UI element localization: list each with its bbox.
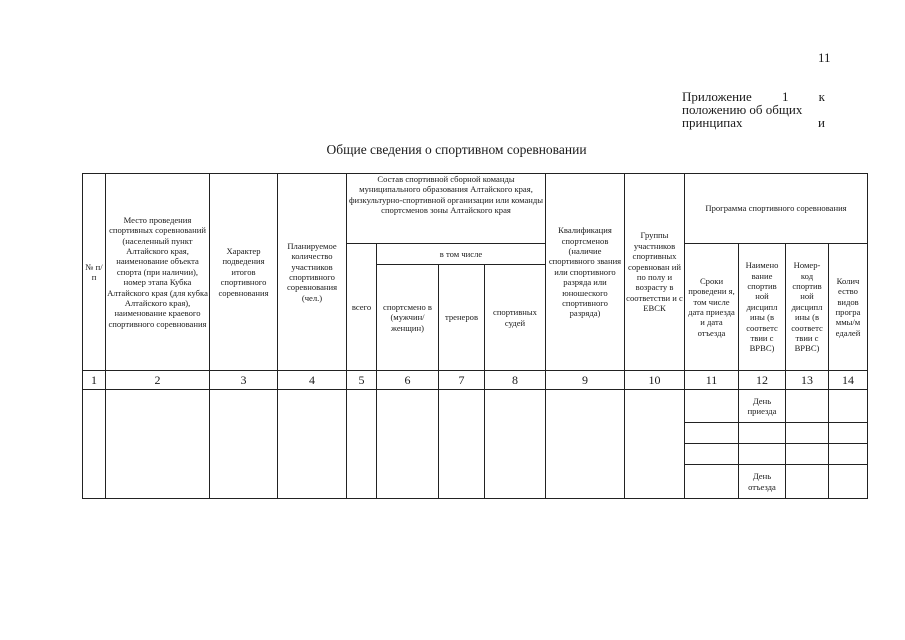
data-cell [106, 390, 210, 499]
data-cell [546, 390, 625, 499]
count-subcells [829, 390, 868, 499]
header-character: Характер подведения итогов спортивного соревнования [210, 174, 278, 371]
header-team: Состав спортивной сборной команды муниципального образования Алтайского края, физкультурно-спортивной организации или команды спортсменов зоны Алтайского края [347, 174, 546, 244]
header-program-count: Колич ество видов програ ммы/м едалей [829, 244, 868, 371]
col-number: 3 [210, 371, 278, 390]
appendix-line2: положению об общих [682, 102, 803, 117]
data-cell [485, 390, 546, 499]
col-number: 14 [829, 371, 868, 390]
dates-subcells [685, 390, 739, 499]
data-cell [439, 390, 485, 499]
col-number: 13 [786, 371, 829, 390]
appendix-line3-word: принципах [682, 115, 743, 130]
appendix-word: Приложение [682, 89, 752, 104]
col-number: 7 [439, 371, 485, 390]
header-judges: спортивных судей [485, 265, 546, 371]
appendix-tail: к [818, 89, 825, 104]
appendix-line3-tail: и [818, 115, 825, 130]
header-total: всего [347, 244, 377, 371]
header-discipline-name: Наимено вание спортив ной дисципл ины (в соответс твии с ВРВС) [739, 244, 786, 371]
departure-day-label: День отъезда [748, 471, 776, 492]
col-number: 11 [685, 371, 739, 390]
competition-info-table [82, 173, 868, 499]
header-coaches: тренеров [439, 265, 485, 371]
header-planned: Планируемое количество участников спортивного соревнования (чел.) [278, 174, 347, 371]
document-title: Общие сведения о спортивном соревновании [326, 142, 587, 157]
col-number: 2 [106, 371, 210, 390]
header-dates: Сроки проведени я, том числе дата приезда и дата отъезда [685, 244, 739, 371]
data-cell [210, 390, 278, 499]
col-number: 10 [625, 371, 685, 390]
appendix-number: 1 [781, 89, 789, 104]
header-including: в том числе [377, 244, 546, 265]
header-qualification: Квалификация спортсменов (наличие спортивного звания или спортивного разряда или юношеского спортивного разряда) [546, 174, 625, 371]
col-number: 4 [278, 371, 347, 390]
header-groups: Группы участников спортивных соревнован ий по полу и возрасту в соответстви и с ЕВСК [625, 174, 685, 371]
data-cell [347, 390, 377, 499]
header-num: № п/п [83, 174, 106, 371]
appendix-note [682, 90, 825, 129]
page-number: 11 [818, 50, 831, 65]
arrival-day-label: День приезда [739, 390, 785, 423]
discipline-subcells [739, 390, 786, 499]
col-number: 5 [347, 371, 377, 390]
col-number: 6 [377, 371, 439, 390]
data-cell [83, 390, 106, 499]
col-number: 8 [485, 371, 546, 390]
col-number: 9 [546, 371, 625, 390]
header-athletes: спортсмено в (мужчин/ женщин) [377, 265, 439, 371]
code-subcells [786, 390, 829, 499]
data-cell [377, 390, 439, 499]
header-place: Место проведения спортивных соревнований (населенный пункт Алтайского края, наименование объекта спорта (при наличии), номер этапа Кубка Алтайского края (для кубка Алтайского края), наименование краевого спортивного соревнования [106, 174, 210, 371]
data-cell [625, 390, 685, 499]
header-discipline-code: Номер- код спортив ной дисципл ины (в соответс твии с ВРВС) [786, 244, 829, 371]
col-number: 1 [83, 371, 106, 390]
header-program: Программа спортивного соревнования [685, 174, 868, 244]
data-cell [278, 390, 347, 499]
col-number: 12 [739, 371, 786, 390]
